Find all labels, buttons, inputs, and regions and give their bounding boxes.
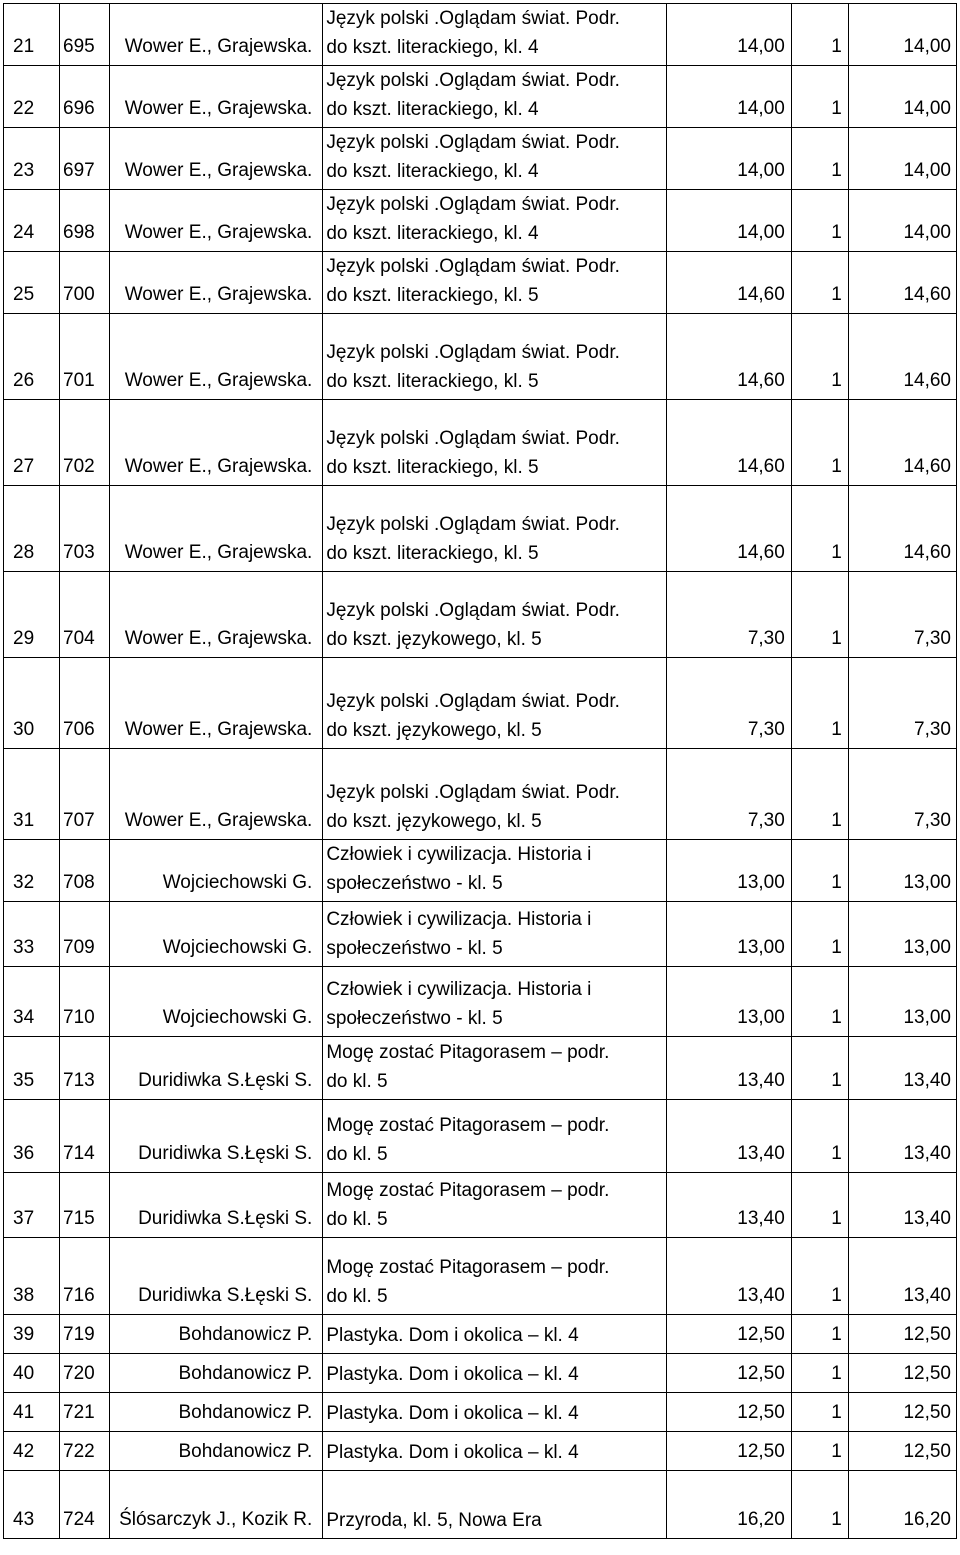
author-cell: Bohdanowicz P. — [110, 1432, 323, 1471]
title-cell — [323, 486, 666, 572]
table-row — [4, 252, 957, 314]
title-cell — [323, 1432, 666, 1471]
inventory-number-cell: 697 — [60, 128, 110, 190]
row-number-cell: 29 — [4, 572, 60, 658]
total-value-cell: 12,50 — [848, 1315, 956, 1354]
table-row — [4, 1432, 957, 1471]
title-cell — [323, 902, 666, 967]
row-number-cell: 31 — [4, 749, 60, 840]
total-value-cell: 7,30 — [848, 658, 956, 749]
table-row — [4, 1238, 957, 1315]
inventory-number-cell: 716 — [60, 1238, 110, 1315]
title-line-1: Mogę zostać Pitagorasem – podr. — [326, 1042, 610, 1063]
row-number-cell: 34 — [4, 967, 60, 1037]
total-value-cell: 14,00 — [848, 128, 956, 190]
author-cell: Wojciechowski G. — [110, 967, 323, 1037]
total-value-cell: 7,30 — [848, 749, 956, 840]
unit-price-cell: 13,40 — [666, 1037, 791, 1100]
author-cell: Wower E., Grajewska. — [110, 749, 323, 840]
unit-price-cell: 16,20 — [666, 1471, 791, 1539]
quantity-cell: 1 — [791, 1173, 848, 1238]
title-cell — [323, 1315, 666, 1354]
row-number-cell: 22 — [4, 66, 60, 128]
inventory-number-cell: 722 — [60, 1432, 110, 1471]
unit-price-cell: 12,50 — [666, 1354, 791, 1393]
title-line-2: do kszt. literackiego, kl. 4 — [326, 223, 539, 244]
unit-price-cell: 7,30 — [666, 572, 791, 658]
title-cell — [323, 314, 666, 400]
title-line-1: Człowiek i cywilizacja. Historia i — [326, 909, 592, 930]
quantity-cell: 1 — [791, 1315, 848, 1354]
title-line-1: Mogę zostać Pitagorasem – podr. — [326, 1180, 610, 1201]
author-cell: Wower E., Grajewska. — [110, 4, 323, 66]
quantity-cell: 1 — [791, 967, 848, 1037]
total-value-cell: 13,40 — [848, 1100, 956, 1173]
title-line-2: społeczeństwo - kl. 5 — [326, 938, 503, 959]
title-line-2: do kszt. językowego, kl. 5 — [326, 720, 542, 741]
unit-price-cell: 14,00 — [666, 190, 791, 252]
author-cell: Duridiwka S.Łęski S. — [110, 1238, 323, 1315]
unit-price-cell: 13,00 — [666, 902, 791, 967]
table-row — [4, 658, 957, 749]
row-number-cell: 39 — [4, 1315, 60, 1354]
inventory-number-cell: 700 — [60, 252, 110, 314]
table-row — [4, 749, 957, 840]
total-value-cell: 12,50 — [848, 1354, 956, 1393]
inventory-number-cell: 698 — [60, 190, 110, 252]
total-value-cell: 13,00 — [848, 967, 956, 1037]
quantity-cell: 1 — [791, 128, 848, 190]
row-number-cell: 36 — [4, 1100, 60, 1173]
author-cell: Wower E., Grajewska. — [110, 128, 323, 190]
title-line-2: do kl. 5 — [326, 1209, 388, 1230]
inventory-number-cell: 707 — [60, 749, 110, 840]
total-value-cell: 7,30 — [848, 572, 956, 658]
author-cell: Wower E., Grajewska. — [110, 658, 323, 749]
title-line-2: Plastyka. Dom i okolica – kl. 4 — [326, 1442, 579, 1463]
table-row — [4, 1471, 957, 1539]
table-row — [4, 66, 957, 128]
title-line-1: Język polski .Oglądam świat. Podr. — [326, 194, 620, 215]
unit-price-cell: 14,00 — [666, 66, 791, 128]
inventory-number-cell: 695 — [60, 4, 110, 66]
row-number-cell: 25 — [4, 252, 60, 314]
title-line-1: Mogę zostać Pitagorasem – podr. — [326, 1257, 610, 1278]
title-line-2: do kszt. językowego, kl. 5 — [326, 811, 542, 832]
quantity-cell: 1 — [791, 658, 848, 749]
quantity-cell: 1 — [791, 190, 848, 252]
title-line-2: do kszt. literackiego, kl. 4 — [326, 37, 539, 58]
table-row — [4, 1315, 957, 1354]
row-number-cell: 43 — [4, 1471, 60, 1539]
inventory-number-cell: 720 — [60, 1354, 110, 1393]
author-cell: Bohdanowicz P. — [110, 1393, 323, 1432]
unit-price-cell: 7,30 — [666, 658, 791, 749]
row-number-cell: 41 — [4, 1393, 60, 1432]
unit-price-cell: 7,30 — [666, 749, 791, 840]
inventory-number-cell: 696 — [60, 66, 110, 128]
quantity-cell: 1 — [791, 1471, 848, 1539]
inventory-number-cell: 702 — [60, 400, 110, 486]
quantity-cell: 1 — [791, 1354, 848, 1393]
author-cell: Wower E., Grajewska. — [110, 400, 323, 486]
table-row — [4, 902, 957, 967]
title-cell — [323, 1037, 666, 1100]
inventory-number-cell: 715 — [60, 1173, 110, 1238]
title-line-2: do kl. 5 — [326, 1286, 388, 1307]
inventory-number-cell: 703 — [60, 486, 110, 572]
table-row — [4, 128, 957, 190]
title-line-2: Plastyka. Dom i okolica – kl. 4 — [326, 1403, 579, 1424]
table-row — [4, 967, 957, 1037]
title-cell — [323, 252, 666, 314]
unit-price-cell: 13,40 — [666, 1238, 791, 1315]
unit-price-cell: 13,00 — [666, 840, 791, 902]
unit-price-cell: 13,00 — [666, 967, 791, 1037]
title-line-2: do kszt. literackiego, kl. 5 — [326, 543, 539, 564]
total-value-cell: 14,60 — [848, 400, 956, 486]
quantity-cell: 1 — [791, 1238, 848, 1315]
inventory-number-cell: 701 — [60, 314, 110, 400]
title-cell — [323, 1238, 666, 1315]
unit-price-cell: 13,40 — [666, 1100, 791, 1173]
quantity-cell: 1 — [791, 4, 848, 66]
quantity-cell: 1 — [791, 1432, 848, 1471]
quantity-cell: 1 — [791, 902, 848, 967]
row-number-cell: 40 — [4, 1354, 60, 1393]
row-number-cell: 28 — [4, 486, 60, 572]
title-cell — [323, 400, 666, 486]
title-cell — [323, 1354, 666, 1393]
quantity-cell: 1 — [791, 400, 848, 486]
author-cell: Wower E., Grajewska. — [110, 314, 323, 400]
title-cell — [323, 749, 666, 840]
title-line-2: do kszt. literackiego, kl. 5 — [326, 285, 539, 306]
row-number-cell: 21 — [4, 4, 60, 66]
title-line-2: społeczeństwo - kl. 5 — [326, 1008, 503, 1029]
unit-price-cell: 14,60 — [666, 252, 791, 314]
row-number-cell: 35 — [4, 1037, 60, 1100]
inventory-number-cell: 724 — [60, 1471, 110, 1539]
title-line-2: do kl. 5 — [326, 1071, 388, 1092]
author-cell: Wower E., Grajewska. — [110, 66, 323, 128]
title-cell — [323, 1173, 666, 1238]
unit-price-cell: 14,00 — [666, 4, 791, 66]
total-value-cell: 12,50 — [848, 1432, 956, 1471]
total-value-cell: 12,50 — [848, 1393, 956, 1432]
title-line-1: Język polski .Oglądam świat. Podr. — [326, 782, 620, 803]
quantity-cell: 1 — [791, 749, 848, 840]
title-cell — [323, 4, 666, 66]
total-value-cell: 13,40 — [848, 1173, 956, 1238]
row-number-cell: 26 — [4, 314, 60, 400]
title-line-1: Język polski .Oglądam świat. Podr. — [326, 600, 620, 621]
quantity-cell: 1 — [791, 1393, 848, 1432]
total-value-cell: 14,60 — [848, 314, 956, 400]
table-row — [4, 314, 957, 400]
table-body — [4, 4, 957, 1539]
quantity-cell: 1 — [791, 66, 848, 128]
row-number-cell: 32 — [4, 840, 60, 902]
title-line-2: Przyroda, kl. 5, Nowa Era — [326, 1510, 542, 1531]
title-cell — [323, 967, 666, 1037]
row-number-cell: 38 — [4, 1238, 60, 1315]
title-line-1: Język polski .Oglądam świat. Podr. — [326, 691, 620, 712]
title-line-2: do kl. 5 — [326, 1144, 388, 1165]
title-line-1: Język polski .Oglądam świat. Podr. — [326, 428, 620, 449]
unit-price-cell: 14,00 — [666, 128, 791, 190]
title-line-2: do kszt. literackiego, kl. 5 — [326, 457, 539, 478]
total-value-cell: 14,00 — [848, 190, 956, 252]
title-line-2: do kszt. literackiego, kl. 4 — [326, 161, 539, 182]
title-cell — [323, 1100, 666, 1173]
table-row — [4, 1173, 957, 1238]
inventory-number-cell: 714 — [60, 1100, 110, 1173]
total-value-cell: 14,60 — [848, 252, 956, 314]
author-cell: Bohdanowicz P. — [110, 1354, 323, 1393]
total-value-cell: 13,00 — [848, 902, 956, 967]
total-value-cell: 13,40 — [848, 1238, 956, 1315]
total-value-cell: 14,00 — [848, 66, 956, 128]
table-row — [4, 1037, 957, 1100]
table-row — [4, 840, 957, 902]
author-cell: Duridiwka S.Łęski S. — [110, 1100, 323, 1173]
title-line-2: do kszt. językowego, kl. 5 — [326, 629, 542, 650]
title-line-1: Język polski .Oglądam świat. Podr. — [326, 8, 620, 29]
quantity-cell: 1 — [791, 1100, 848, 1173]
row-number-cell: 23 — [4, 128, 60, 190]
unit-price-cell: 12,50 — [666, 1315, 791, 1354]
quantity-cell: 1 — [791, 486, 848, 572]
title-cell — [323, 840, 666, 902]
author-cell: Wower E., Grajewska. — [110, 572, 323, 658]
row-number-cell: 30 — [4, 658, 60, 749]
author-cell: Ślósarczyk J., Kozik R. — [110, 1471, 323, 1539]
author-cell: Wower E., Grajewska. — [110, 486, 323, 572]
quantity-cell: 1 — [791, 840, 848, 902]
table-row — [4, 572, 957, 658]
table-row — [4, 190, 957, 252]
author-cell: Bohdanowicz P. — [110, 1315, 323, 1354]
inventory-number-cell: 721 — [60, 1393, 110, 1432]
table-row — [4, 400, 957, 486]
row-number-cell: 27 — [4, 400, 60, 486]
title-cell — [323, 1471, 666, 1539]
inventory-number-cell: 713 — [60, 1037, 110, 1100]
quantity-cell: 1 — [791, 1037, 848, 1100]
title-cell — [323, 190, 666, 252]
title-line-1: Język polski .Oglądam świat. Podr. — [326, 514, 620, 535]
row-number-cell: 33 — [4, 902, 60, 967]
table-row — [4, 1393, 957, 1432]
row-number-cell: 24 — [4, 190, 60, 252]
author-cell: Wower E., Grajewska. — [110, 252, 323, 314]
unit-price-cell: 12,50 — [666, 1393, 791, 1432]
quantity-cell: 1 — [791, 314, 848, 400]
title-cell — [323, 658, 666, 749]
title-cell — [323, 66, 666, 128]
total-value-cell: 16,20 — [848, 1471, 956, 1539]
author-cell: Wower E., Grajewska. — [110, 190, 323, 252]
quantity-cell: 1 — [791, 572, 848, 658]
row-number-cell: 37 — [4, 1173, 60, 1238]
total-value-cell: 13,40 — [848, 1037, 956, 1100]
title-cell — [323, 128, 666, 190]
total-value-cell: 14,00 — [848, 4, 956, 66]
title-line-2: Plastyka. Dom i okolica – kl. 4 — [326, 1364, 579, 1385]
title-line-1: Język polski .Oglądam świat. Podr. — [326, 342, 620, 363]
table-row — [4, 4, 957, 66]
title-line-1: Człowiek i cywilizacja. Historia i — [326, 979, 592, 1000]
title-cell — [323, 572, 666, 658]
unit-price-cell: 14,60 — [666, 314, 791, 400]
inventory-number-cell: 708 — [60, 840, 110, 902]
table-row — [4, 1354, 957, 1393]
title-line-1: Człowiek i cywilizacja. Historia i — [326, 844, 592, 865]
inventory-number-cell: 706 — [60, 658, 110, 749]
title-line-1: Język polski .Oglądam świat. Podr. — [326, 132, 620, 153]
title-line-2: społeczeństwo - kl. 5 — [326, 873, 503, 894]
title-cell — [323, 1393, 666, 1432]
unit-price-cell: 13,40 — [666, 1173, 791, 1238]
total-value-cell: 13,00 — [848, 840, 956, 902]
table-row — [4, 486, 957, 572]
table-row — [4, 1100, 957, 1173]
row-number-cell: 42 — [4, 1432, 60, 1471]
total-value-cell: 14,60 — [848, 486, 956, 572]
inventory-number-cell: 709 — [60, 902, 110, 967]
author-cell: Wojciechowski G. — [110, 902, 323, 967]
author-cell: Duridiwka S.Łęski S. — [110, 1173, 323, 1238]
inventory-number-cell: 719 — [60, 1315, 110, 1354]
unit-price-cell: 12,50 — [666, 1432, 791, 1471]
book-list-table — [3, 3, 957, 1539]
inventory-number-cell: 710 — [60, 967, 110, 1037]
quantity-cell: 1 — [791, 252, 848, 314]
title-line-1: Język polski .Oglądam świat. Podr. — [326, 70, 620, 91]
title-line-1: Język polski .Oglądam świat. Podr. — [326, 256, 620, 277]
unit-price-cell: 14,60 — [666, 400, 791, 486]
title-line-2: Plastyka. Dom i okolica – kl. 4 — [326, 1325, 579, 1346]
author-cell: Duridiwka S.Łęski S. — [110, 1037, 323, 1100]
unit-price-cell: 14,60 — [666, 486, 791, 572]
title-line-2: do kszt. literackiego, kl. 5 — [326, 371, 539, 392]
title-line-2: do kszt. literackiego, kl. 4 — [326, 99, 539, 120]
author-cell: Wojciechowski G. — [110, 840, 323, 902]
inventory-number-cell: 704 — [60, 572, 110, 658]
title-line-1: Mogę zostać Pitagorasem – podr. — [326, 1115, 610, 1136]
